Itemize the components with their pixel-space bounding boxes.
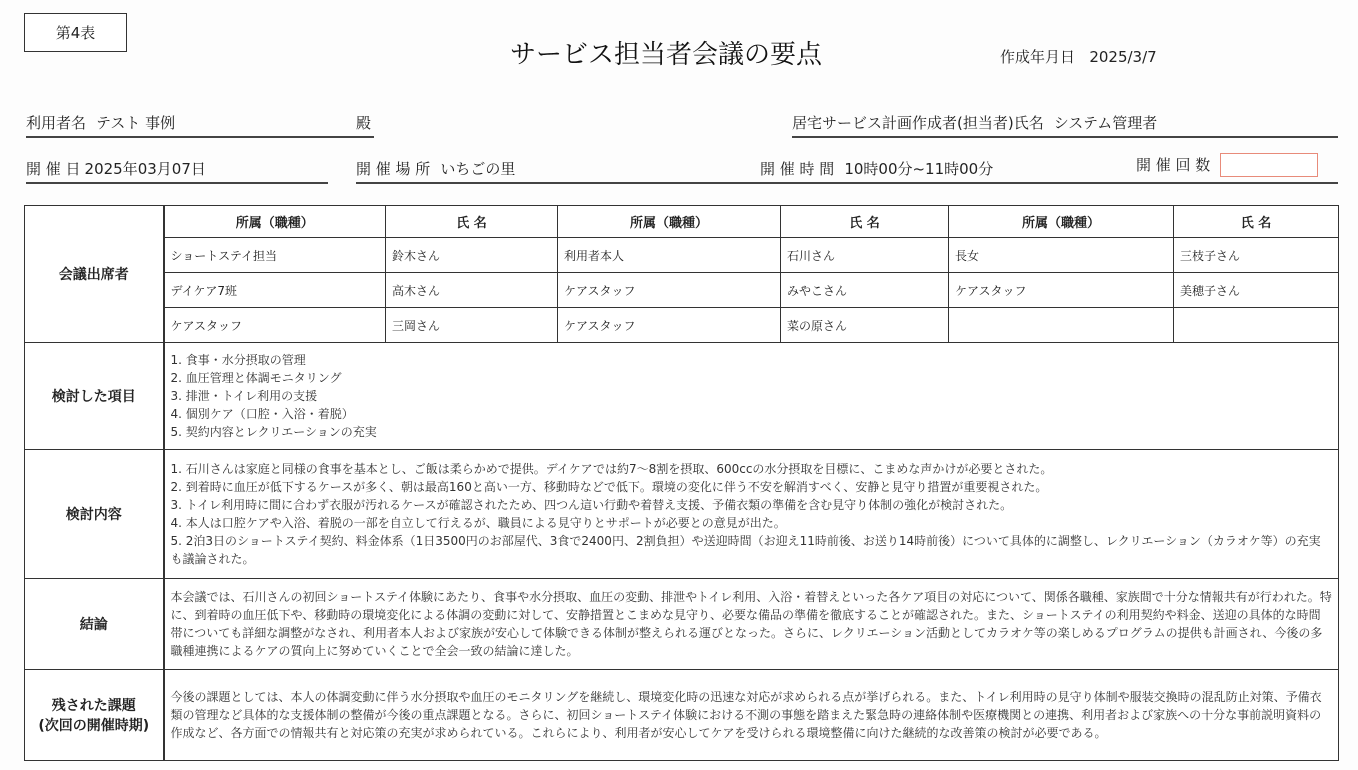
attendee-row xyxy=(25,308,1339,343)
attendee-name: 三枝子さん xyxy=(1174,238,1339,273)
meeting-count-field xyxy=(1136,153,1318,177)
content-line: 5. 2泊3日のショートステイ契約、料金体系（1日3500円のお部屋代、3食で2400円、2割負担）や送迎時間（お迎え11時前後、お送り14時前後）について具体的に調整し、レクリエーション（カラオケ等）の充実も議論された。 xyxy=(170,534,1321,566)
attendee-affiliation: ケアスタッフ xyxy=(949,273,1174,308)
remaining-issues-label xyxy=(25,670,164,761)
meeting-date-field xyxy=(26,158,328,184)
col-header: 所属（職種） xyxy=(558,206,781,238)
attendee-affiliation: 利用者本人 xyxy=(558,238,781,273)
conclusion-text: 本会議では、石川さんの初回ショートステイ体験にあたり、食事や水分摂取、血圧の変動、排泄やトイレ利用、入浴・着替えといった各ケア項目の対応について、関係各職種、家族間で十分な情報共有が行われた。特に、到着時の血圧低下や、移動時の環境変化による体調の変動に対して、安静措置とこまめな見守り、必要な備品の準備を徹底することが確認された。また、ショートステイの利用契約や料金、送迎の具体的な時間帯についても詳細な調整がなされ、利用者本人および家族が安心して体験できる体制が整えられる運びとなった。さらに、レクリエーション活動としてカラオケ等の楽しめるプログラムの提供も計画され、今後の多職種連携によるケアの質向上に努めていくことで全会一致の結論に達した。 xyxy=(164,579,1339,670)
content-line: 3. トイレ利用時に間に合わず衣服が汚れるケースが確認されたため、四つん這い行動や着替え支援、予備衣類の準備を含む見守り体制の強化が検討された。 xyxy=(170,498,1013,512)
content-list xyxy=(164,450,1339,579)
table-number-label: 第4表 xyxy=(24,13,127,52)
attendee-affiliation xyxy=(949,308,1174,343)
remaining-label-line2: (次回の開催時期) xyxy=(38,718,150,734)
col-header: 所属（職種） xyxy=(949,206,1174,238)
attendee-name: 三岡さん xyxy=(386,308,558,343)
place-label: 開 催 場 所 xyxy=(356,160,431,178)
time-value: 10時00分~11時00分 xyxy=(844,160,994,178)
item-line: 3. 排泄・トイレ利用の支援 xyxy=(170,389,318,403)
item-line: 4. 個別ケア（口腔・入浴・着脱） xyxy=(170,407,354,421)
content-label: 検討内容 xyxy=(25,450,164,579)
attendee-affiliation: 長女 xyxy=(949,238,1174,273)
user-name-label: 利用者名 xyxy=(26,114,87,132)
attendee-affiliation: ケアスタッフ xyxy=(558,273,781,308)
date-label: 開 催 日 xyxy=(26,160,81,178)
remaining-issues-text: 今後の課題としては、本人の体調変動に伴う水分摂取や血圧のモニタリングを継続し、環境変化時の迅速な対応が求められる点が挙げられる。また、トイレ利用時の見守り体制や服装交換時の混乱防止対策、予備衣類の管理など具体的な支援体制の整備が今後の重点課題となる。さらに、初回ショートステイ体験における不測の事態を踏まえた緊急時の連絡体制や医療機関との連携、利用者および家族への十分な事前説明資料の作成など、各方面での情報共有と対応策の充実が求められている。これらにより、利用者が安心してケアを受けられる環境整備に向けた継続的な改善策の検討が必要である。 xyxy=(164,670,1339,761)
remaining-label-line1: 残された課題 xyxy=(51,698,136,714)
place-value: いちごの里 xyxy=(440,160,516,178)
col-header: 氏 名 xyxy=(781,206,949,238)
attendee-name: みやこさん xyxy=(781,273,949,308)
item-line: 1. 食事・水分摂取の管理 xyxy=(170,353,306,367)
attendee-name: 鈴木さん xyxy=(386,238,558,273)
time-label: 開 催 時 間 xyxy=(760,160,835,178)
attendee-affiliation: ショートステイ担当 xyxy=(164,238,386,273)
meeting-count-input[interactable] xyxy=(1220,153,1318,177)
conclusion-label: 結論 xyxy=(25,579,164,670)
content-line: 2. 到着時に血圧が低下するケースが多く、朝は最高160と高い一方、移動時などで低下。環境の変化に伴う不安を解消すべく、安静と見守り措置が重要視された。 xyxy=(170,480,1048,494)
meeting-time-field xyxy=(760,158,993,179)
count-label: 開 催 回 数 xyxy=(1136,155,1211,174)
attendee-row xyxy=(25,273,1339,308)
attendee-affiliation: ケアスタッフ xyxy=(164,308,386,343)
attendee-name: 菜の原さん xyxy=(781,308,949,343)
content-line: 1. 石川さんは家庭と同様の食事を基本とし、ご飯は柔らかめで提供。デイケアでは約7～8割を摂取、600ccの水分摂取を目標に、こまめな声かけが必要とされた。 xyxy=(170,462,1053,476)
planner-field xyxy=(792,112,1338,138)
attendee-affiliation: デイケア7班 xyxy=(164,273,386,308)
created-label: 作成年月日 xyxy=(1000,48,1076,66)
created-date xyxy=(1000,46,1157,67)
user-name-field xyxy=(26,112,374,138)
attendee-name: 石川さん xyxy=(781,238,949,273)
col-header: 所属（職種） xyxy=(164,206,386,238)
honorific: 殿 xyxy=(356,114,372,132)
items-label: 検討した項目 xyxy=(25,343,164,450)
item-line: 2. 血圧管理と体調モニタリング xyxy=(170,371,342,385)
created-value: 2025/3/7 xyxy=(1089,48,1157,66)
attendee-name: 美穂子さん xyxy=(1174,273,1339,308)
page-title: サービス担当者会議の要点 xyxy=(510,40,823,70)
item-line: 5. 契約内容とレクリエーションの充実 xyxy=(170,425,377,439)
planner-label: 居宅サービス計画作成者(担当者)氏名 xyxy=(792,114,1044,132)
planner-value: システム管理者 xyxy=(1053,114,1158,132)
col-header: 氏 名 xyxy=(386,206,558,238)
user-name-value: テスト 事例 xyxy=(96,114,176,132)
col-header: 氏 名 xyxy=(1174,206,1339,238)
attendee-name xyxy=(1174,308,1339,343)
attendees-label: 会議出席者 xyxy=(25,206,164,343)
content-line: 4. 本人は口腔ケアや入浴、着脱の一部を自立して行えるが、職員による見守りとサポートが必要との意見が出た。 xyxy=(170,516,786,530)
attendee-affiliation: ケアスタッフ xyxy=(558,308,781,343)
attendee-row xyxy=(25,238,1339,273)
meeting-summary-table xyxy=(24,205,1339,761)
items-list xyxy=(164,343,1339,450)
date-value: 2025年03月07日 xyxy=(84,160,206,178)
attendee-name: 高木さん xyxy=(386,273,558,308)
meeting-place-field xyxy=(356,155,1338,184)
